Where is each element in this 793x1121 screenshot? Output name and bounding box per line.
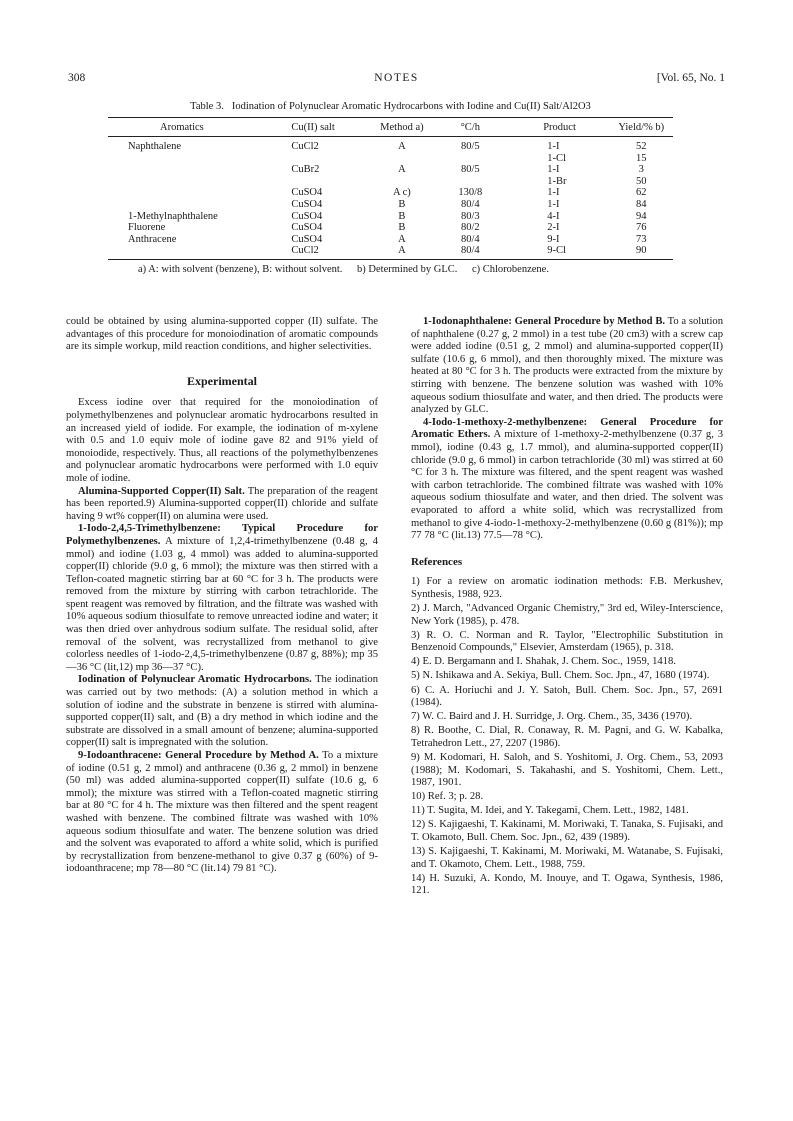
table-cell: 80/4 (460, 233, 480, 245)
table-cell: 1-I (547, 187, 560, 199)
reference-item: 7) W. C. Baird and J. H. Surridge, J. Org. Chem., 35, 3436 (1970). (411, 711, 693, 723)
reference-item: 11) T. Sugita, M. Idei, and Y. Takegami, Chem. Lett., 1982, 1481. (411, 805, 689, 817)
paragraph-text: To a mixture of iodine (0.51 g, 2 mmol) and anthracene (0.36 g, 2 mmol) in benzene (50 ml) was added alumina-supported copper(II) sulfate (10.6 g, 6 mmol); the mixture was stirred with a Teflon-coated magnetic stirring bar at 80 °C for 4 h. The mixture was then filtered and the spent reagent washed with benzene. The combined filtrate was washed with 10% aqueous sodium thiosulfate and water. The benzene solution was dried and the solvent was evaporated to afford a white solid, which is purified by recrystallization from benzene-methanol to give 0.37 g (60%) of 9-iodoanthracene; mp 78—80 °C (lit.14) 79 81 °C). (66, 750, 378, 875)
table-cell: 1-I (547, 164, 560, 176)
table-cell: 130/8 (458, 187, 483, 199)
table-cell (374, 176, 429, 188)
table-cell: 1-I (547, 198, 560, 210)
table-cell: CuSO4 (291, 187, 323, 199)
table-cell: 3 (638, 164, 644, 176)
table-cell: A c) (393, 187, 411, 199)
table-cell: CuCl2 (291, 245, 374, 259)
table-row (108, 176, 673, 188)
table-cell: CuSO4 (291, 198, 323, 210)
journal-section-title: NOTES (374, 72, 419, 84)
table-row (108, 137, 673, 153)
table-footnotes (108, 264, 673, 275)
table-row (108, 245, 673, 259)
table-cell: B (398, 198, 406, 210)
table-cell: A (398, 233, 406, 245)
table-cell: 76 (636, 222, 647, 234)
table-cell: A (398, 164, 406, 176)
column-header: Method a) (374, 118, 429, 137)
reference-item: 12) S. Kajigaeshi, T. Kakinami, M. Moriwaki, T. Tanaka, S. Fujisaki, and T. Okamoto, Bull. Chem. Soc. Jpn., 62, 439 (1989). (411, 819, 723, 844)
table-cell (108, 245, 291, 259)
table-cell: 2-I (547, 222, 560, 234)
table-caption (108, 101, 673, 112)
table-cell (108, 176, 291, 188)
table-footnote: a) A: with solvent (benzene), B: without solvent. (138, 263, 343, 275)
paragraph (411, 417, 723, 543)
table-cell (108, 153, 291, 165)
table-cell: 9-I (547, 233, 560, 245)
paragraph-text: A mixture of 1,2,4-trimethylbenzene (0.48 g, 4 mmol) and iodine (1.03 g, 4 mmol) was added to alumina-supported copper(II) chloride (9.0 g, 6 mmol); the mixture was then stirred with a Teflon-coated magnetic stirring bar at 60 °C for 3 h. The products were removed from the mixture by stirring with carbon tetrachloride. The spent reagent was removed by filtration, and the filtrate was washed with 10% aqueous sodium thiosulfate to remove unreacted iodine and water; it was then dried over anhydrous sodium sulfate. The residual solid, after removal of the solvent, was recrystallized from methanol to give colorless needles of 1-iodo-2,4,5-trimethylbenzene (0.87 g, 88%); mp 35—36 °C (lit,12) mp 36—37 °C). (66, 535, 378, 673)
reference-item: 5) N. Ishikawa and A. Sekiya, Bull. Chem. Soc. Jpn., 47, 1680 (1974). (411, 670, 710, 682)
column-header: °C/h (429, 118, 511, 137)
table-cell: 73 (636, 233, 647, 245)
reference-item: 2) J. March, "Advanced Organic Chemistry," 3rd ed, Wiley-Interscience, New York (1985), p. 478. (411, 602, 723, 627)
table-row (108, 164, 673, 176)
table-cell (291, 176, 374, 188)
reference-item: 3) R. O. C. Norman and R. Taylor, "Electrophilic Substitution in Benzenoid Compounds," Elsevier, Amsterdam (1965), p. 318. (411, 629, 723, 654)
table-cell (108, 187, 291, 199)
paragraph (66, 486, 378, 524)
table-cell: 62 (636, 187, 647, 199)
table-row (108, 153, 673, 165)
table-cell (429, 153, 511, 165)
table-cell: Fluorene (128, 222, 166, 234)
table-cell (374, 153, 429, 165)
column-header: Cu(II) salt (291, 118, 374, 137)
table-cell: B (398, 222, 406, 234)
table-cell: CuCl2 (291, 141, 319, 152)
volume-info: [Vol. 65, No. 1 (656, 72, 725, 84)
table-footnote: b) Determined by GLC. (357, 263, 458, 275)
table-cell: 1-Br (547, 175, 567, 187)
table-cell (291, 153, 374, 165)
running-head (68, 72, 725, 88)
run-in-heading: Iodination of Polynuclear Aromatic Hydrocarbons. (78, 674, 312, 686)
table-cell: 1-Cl (547, 152, 566, 164)
run-in-heading: Alumina-Supported Copper(II) Salt. (78, 485, 245, 497)
table-cell: 80/4 (460, 198, 480, 210)
run-in-heading: 1-Iodonaphthalene: General Procedure by Method B. (423, 316, 666, 327)
reference-item: 1) For a review on aromatic iodination methods: F.B. Merkushev, Synthesis, 1988, 923. (411, 576, 723, 600)
reference-item: 13) S. Kajigaeshi, T. Kakinami, M. Moriwaki, M. Watanabe, S. Fujisaki, and T. Okamoto, Chem. Lett., 1988, 759. (411, 846, 723, 870)
table-cell: 80/5 (460, 164, 480, 176)
paragraph (66, 674, 378, 750)
table-row (108, 199, 673, 211)
paragraph-text: To a solution of naphthalene (0.27 g, 2 mmol) in a test tube (20 cm3) with a screw cap were added iodine (0.51 g, 2 mmol) and alumina-supported copper(II) sulfate (10.6 g, 6 mmol), and then thoroughly mixed. The mixture was heated at 80 °C for 3 h. The products were extracted from the mixture by stirring with benzene. The benzene solution was washed with 10% aqueous sodium thiosulfate and water, and then dried. The products were analyzed by GLC. (411, 316, 724, 416)
paragraph (66, 750, 378, 876)
column-header: Product (511, 118, 609, 137)
column-header: Yield/% b) (610, 118, 673, 137)
table-label: Table 3. (190, 101, 224, 112)
table-3 (108, 101, 673, 275)
paragraph: Excess iodine over that required for the monoiodination of polymethylbenzenes and polynuclear aromatic hydrocarbons resulted in an increased yield of iodide. For example, the iodination of m-xylene with 0.5 and 1.0 equiv mole of iodine gave 82 and 91% yield of monoiodide, respectively. Thus, all reactions of the polymethylbenzenes and polynuclear aromatic hydrocarbons were performed with 1.0 equiv mole of iodine. (66, 397, 378, 484)
table-cell: 50 (636, 175, 647, 187)
table-cell: 4-I (547, 210, 560, 222)
table-cell: CuSO4 (291, 222, 323, 234)
page-number: 308 (68, 72, 86, 84)
table-row (108, 211, 673, 223)
column-header: Aromatics (108, 118, 291, 137)
run-in-heading: 4-Iodo-1-methoxy-2-methylbenzene: General Procedure for Aromatic Ethers. (411, 416, 723, 441)
table-cell (429, 176, 511, 188)
table-cell: CuSO4 (291, 233, 323, 245)
table-cell: 1-I (547, 141, 560, 152)
paragraph (66, 523, 378, 674)
run-in-heading: 1-Iodo-2,4,5-Trimethylbenzene: Typical Procedure for Polymethylbenzenes. (66, 523, 378, 547)
reference-item: 8) R. Boothe, C. Dial, R. Conaway, R. M. Pagni, and G. W. Kabalka, Tetrahedron Lett., 27, 2207 (1986). (411, 725, 723, 749)
table-cell: B (398, 210, 406, 222)
table-row (108, 234, 673, 246)
iodination-table (108, 117, 673, 260)
paragraph (411, 316, 723, 417)
paragraph-text: The preparation of the reagent has been reported.9) Alumina-supported copper(II) chloride and sulfate having 9 wt% copper(II) on alumina were used. (66, 485, 378, 522)
table-cell: CuBr2 (291, 164, 320, 176)
run-in-heading: 9-Iodoanthracene: General Procedure by Method A. (78, 750, 319, 761)
table-cell: 15 (636, 152, 647, 164)
reference-item: 4) E. D. Bergamann and I. Shahak, J. Chem. Soc., 1959, 1418. (411, 656, 676, 668)
reference-item: 9) M. Kodomari, H. Saloh, and S. Yoshitomi, J. Org. Chem., 53, 2093 (1988); M. Kodomari, S. Takahashi, and S. Yoshitomi, Chem. Lett., 1987, 1901. (411, 752, 723, 789)
table-cell: 1-Methylnaphthalene (128, 210, 218, 222)
table-cell: 90 (610, 245, 673, 259)
right-column (411, 316, 723, 900)
references-heading: References (411, 555, 463, 568)
table-cell: 80/2 (460, 222, 480, 234)
table-footnote: c) Chlorobenzene. (471, 263, 549, 275)
table-cell: 84 (636, 198, 647, 210)
table-cell: 80/4 (429, 245, 511, 259)
paragraph: could be obtained by using alumina-supported copper (II) sulfate. The advantages of this procedure for monoiodination of aromatic compounds are its simple workup, mild reaction conditions, and higher selectivities. (66, 316, 378, 353)
table-cell: 94 (636, 210, 647, 222)
table-cell: CuSO4 (291, 210, 323, 222)
paragraph-text: A mixture of 1-methoxy-2-methylbenzene (0.37 g, 3 mmol), iodine (0.43 g, 1.7 mmol), and alumina-supported copper(II) chloride (9.0 g, 6 mmol) in carbon tetrachloride (30 ml) was stirred at 60 °C for 3 h. The mixture was filtered, and the spent reagent was washed with carbon tetrachloride. The combined filtrate was washed with 10% aqueous sodium thiosulfate and water, and then dried. The solvent was evaporated to afford a white solid, which was recrystallized from methanol to give 4-iodo-1-methoxy-2-methylbenzene (0.60 g (81%)); mp 77 78 °C (lit.13) 77.5—78 °C). (411, 429, 723, 542)
table-cell (108, 199, 291, 211)
table-header-row (108, 118, 673, 137)
left-column (66, 316, 378, 876)
paragraph-text: The iodination was carried out by two methods: (A) a solution method in which a solution of iodine and the substrate in benzene is stirred with alumina-supported copper(II) salt, and (B) a dry method in which iodine and the substrate are dissolved in a small amount of benzene; alumina-supported copper(II) salt is impregnated with the solution. (66, 674, 378, 749)
table-cell: Anthracene (128, 233, 177, 245)
reference-item: 6) C. A. Horiuchi and J. Y. Satoh, Bull. Chem. Soc. Jpn., 57, 2691 (1984). (411, 684, 723, 709)
table-title: Iodination of Polynuclear Aromatic Hydrocarbons with Iodine and Cu(II) Salt/Al2O3 (231, 101, 591, 112)
table-cell: 80/3 (460, 210, 480, 222)
table-cell: 80/5 (460, 141, 480, 152)
table-cell: 9-Cl (511, 245, 609, 259)
table-cell: 52 (636, 141, 647, 152)
table-row (108, 222, 673, 234)
table-row (108, 187, 673, 199)
table-cell: A (374, 245, 429, 259)
table-cell (108, 164, 291, 176)
table-cell: A (398, 141, 406, 152)
reference-list (411, 576, 723, 898)
table-cell: Naphthalene (128, 141, 182, 152)
reference-item: 14) H. Suzuki, A. Kondo, M. Inouye, and T. Ogawa, Synthesis, 1986, 121. (411, 872, 723, 897)
section-heading: Experimental (187, 373, 257, 388)
reference-item: 10) Ref. 3; p. 28. (411, 791, 484, 803)
